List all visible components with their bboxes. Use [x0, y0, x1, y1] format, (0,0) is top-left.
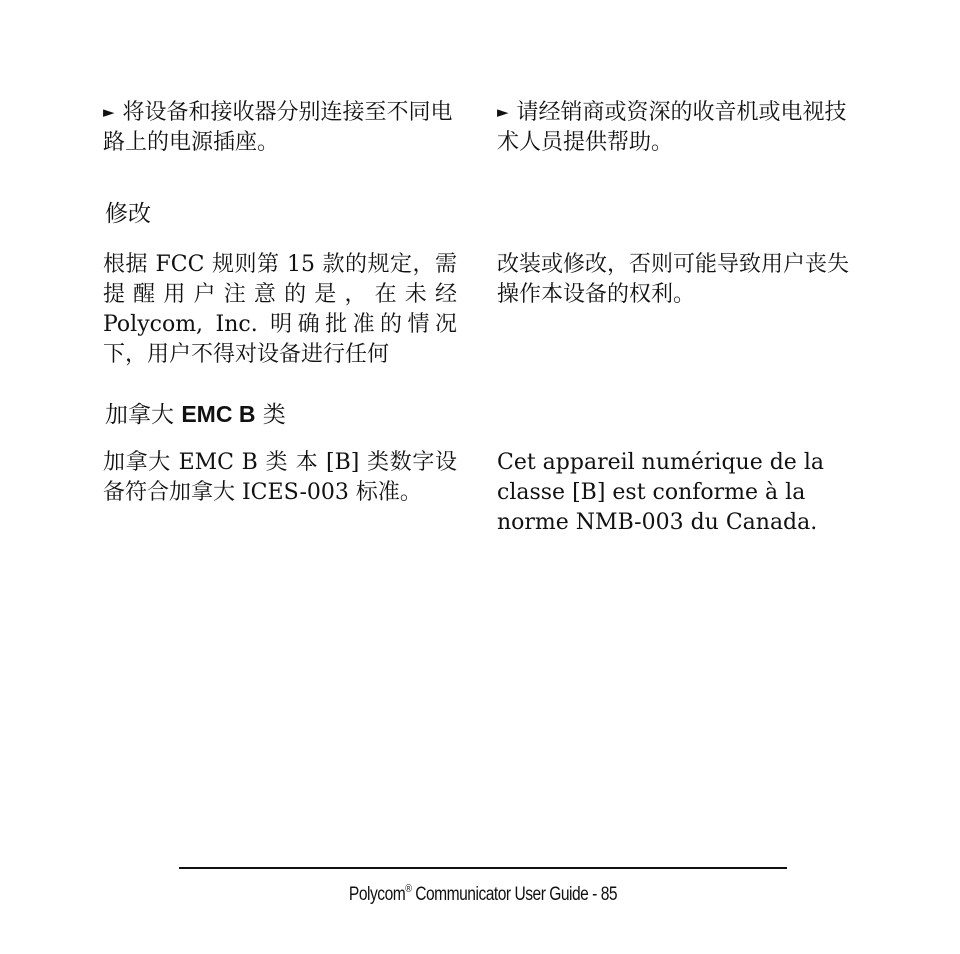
canada-heading-prefix: 加拿大	[105, 402, 174, 428]
footer-title-page: Communicator User Guide - 85	[411, 884, 618, 905]
registered-mark: ®	[405, 883, 412, 895]
modification-left-paragraph: 根据 FCC 规则第 15 款的规定，需提醒用户注意的是，在未经 Polycom, Inc. 明确批准的情况下，用户不得对设备进行任何	[103, 252, 457, 367]
canada-left-paragraph: 加拿大 EMC B 类 本 [B] 类数字设备符合加拿大 ICES-003 标准。	[103, 450, 457, 505]
canada-heading-bold: EMC B	[181, 401, 256, 427]
canada-emc-heading	[105, 399, 286, 430]
bullet-separate-circuits-text: 将设备和接收器分别连接至不同电路上的电源插座。	[103, 100, 453, 155]
bullet-dealer-help-text: 请经销商或资深的收音机或电视技术人员提供帮助。	[497, 100, 847, 155]
bullet-arrow-icon: ►	[103, 103, 115, 121]
bullet-arrow-icon: ►	[497, 103, 509, 121]
footer-divider	[179, 867, 787, 869]
modification-heading: 修改	[105, 201, 151, 227]
footer-brand: Polycom	[348, 884, 406, 905]
bullet-dealer-help	[497, 97, 857, 158]
page-footer	[234, 883, 733, 906]
canada-right-paragraph: Cet appareil numérique de la classe [B] est conforme à la norme NMB-003 du Canada.	[497, 450, 824, 535]
bullet-separate-circuits	[103, 97, 457, 158]
modification-right-paragraph: 改装或修改，否则可能导致用户丧失操作本设备的权利。	[497, 252, 850, 307]
canada-heading-suffix: 类	[262, 402, 286, 428]
